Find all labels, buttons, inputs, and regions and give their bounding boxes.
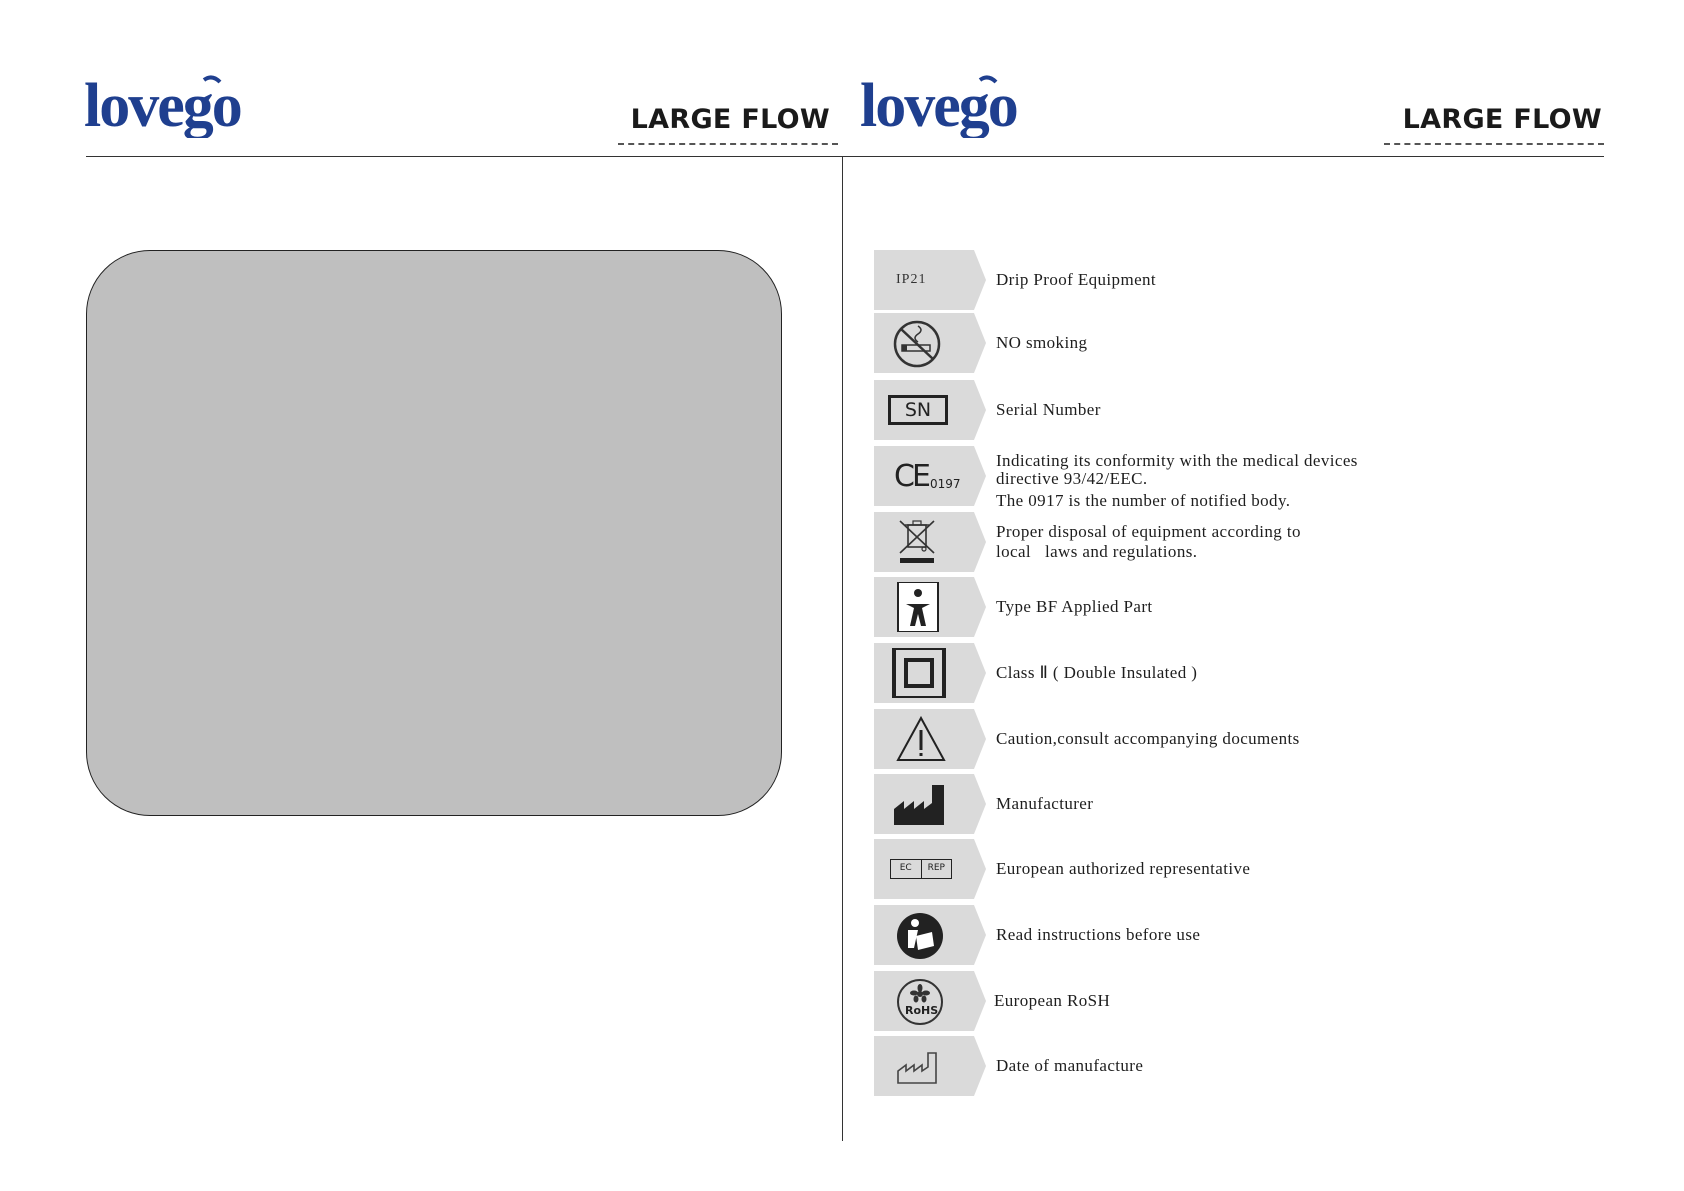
header-dash-line (618, 143, 838, 145)
symbol-tab (874, 774, 986, 834)
rep-label: REP (927, 863, 945, 873)
symbol-description (996, 452, 1358, 510)
symbol-tab (874, 577, 986, 637)
symbol-description (996, 597, 1153, 616)
brand-logo (860, 72, 1060, 138)
symbol-row (874, 643, 1434, 703)
symbol-row (874, 380, 1434, 440)
ip21-text-icon: IP21 (896, 272, 927, 287)
symbol-tab (874, 971, 986, 1031)
symbol-description (996, 729, 1300, 748)
description-line: The 0917 is the number of notified body. (996, 491, 1291, 510)
svg-text:lovego: lovego (860, 72, 1017, 138)
header-rule (86, 156, 842, 157)
right-page (842, 0, 1684, 1191)
description-line: Type BF Applied Part (996, 597, 1153, 616)
lovego-logo-icon (860, 72, 1060, 138)
rohs-icon (888, 976, 946, 1026)
symbol-description (996, 270, 1156, 289)
symbol-row (874, 250, 1434, 310)
manufacturer-icon (888, 779, 946, 829)
header-rule (842, 156, 1604, 157)
symbol-tab (874, 380, 986, 440)
symbol-tab (874, 709, 986, 769)
symbol-tab (874, 839, 986, 899)
description-line: Drip Proof Equipment (996, 270, 1157, 289)
description-line: directive 93/42/EEC. (996, 469, 1148, 488)
lovego-logo-icon (84, 72, 284, 138)
ec-label: EC (891, 860, 922, 878)
rohs-label: RoHS (905, 1004, 939, 1017)
description-line: Proper disposal of equipment according to (996, 522, 1301, 541)
symbol-tab (874, 313, 986, 373)
header-title: LARGE FLOW (1402, 104, 1602, 135)
symbol-row (874, 1036, 1434, 1096)
symbol-tab (874, 643, 986, 703)
class-ii-icon (888, 648, 946, 698)
symbol-row (874, 774, 1434, 834)
symbol-row (874, 512, 1434, 572)
description-line: Class Ⅱ ( Double Insulated ) (996, 663, 1198, 682)
description-line: Read instructions before use (996, 925, 1201, 944)
description-line: local laws and regulations. (996, 542, 1198, 561)
symbol-description (996, 925, 1200, 944)
caution-icon (888, 714, 946, 764)
description-line: Manufacturer (996, 794, 1094, 813)
read-instructions-icon (888, 910, 946, 960)
symbol-description (994, 991, 1110, 1010)
symbol-tab (874, 905, 986, 965)
date-of-manufacture-icon (888, 1041, 946, 1091)
svg-text:lovego: lovego (84, 72, 241, 138)
symbol-tab (874, 512, 986, 572)
symbol-description (996, 400, 1101, 419)
header-dash-line (1384, 143, 1604, 145)
symbol-description (996, 333, 1087, 352)
weee-bin-icon (888, 517, 946, 567)
symbol-tab (874, 446, 986, 506)
symbol-row (874, 905, 1434, 965)
symbol-row (874, 446, 1434, 510)
no-smoking-icon (888, 318, 946, 368)
symbol-tab (874, 250, 986, 310)
symbol-description (996, 794, 1093, 813)
serial-number-icon (888, 385, 946, 435)
description-line: Indicating its conformity with the medical devices (996, 451, 1358, 470)
ec-rep-icon (888, 844, 946, 894)
notified-body-number: 0197 (930, 477, 961, 491)
description-line: Date of manufacture (996, 1056, 1144, 1075)
description-line: NO smoking (996, 333, 1088, 352)
header-title: LARGE FLOW (630, 104, 830, 135)
symbol-description (996, 522, 1301, 562)
symbol-description (996, 663, 1197, 682)
type-bf-icon (888, 582, 946, 632)
symbol-description (996, 859, 1250, 878)
symbol-row (874, 709, 1434, 769)
description-line: European authorized representative (996, 859, 1251, 878)
symbol-description (996, 1056, 1143, 1075)
placeholder-image-area (86, 250, 782, 816)
symbol-row (874, 577, 1434, 637)
symbol-row (874, 839, 1434, 899)
symbol-row (874, 313, 1434, 373)
symbol-tab (874, 1036, 986, 1096)
ce-mark-icon: CE 0197 (894, 459, 961, 494)
symbol-row (874, 971, 1434, 1031)
description-line: Caution,consult accompanying documents (996, 729, 1300, 748)
sn-label: SN (888, 395, 948, 425)
brand-logo (84, 72, 284, 138)
description-line: European RoSH (994, 991, 1111, 1010)
description-line: Serial Number (996, 400, 1101, 419)
